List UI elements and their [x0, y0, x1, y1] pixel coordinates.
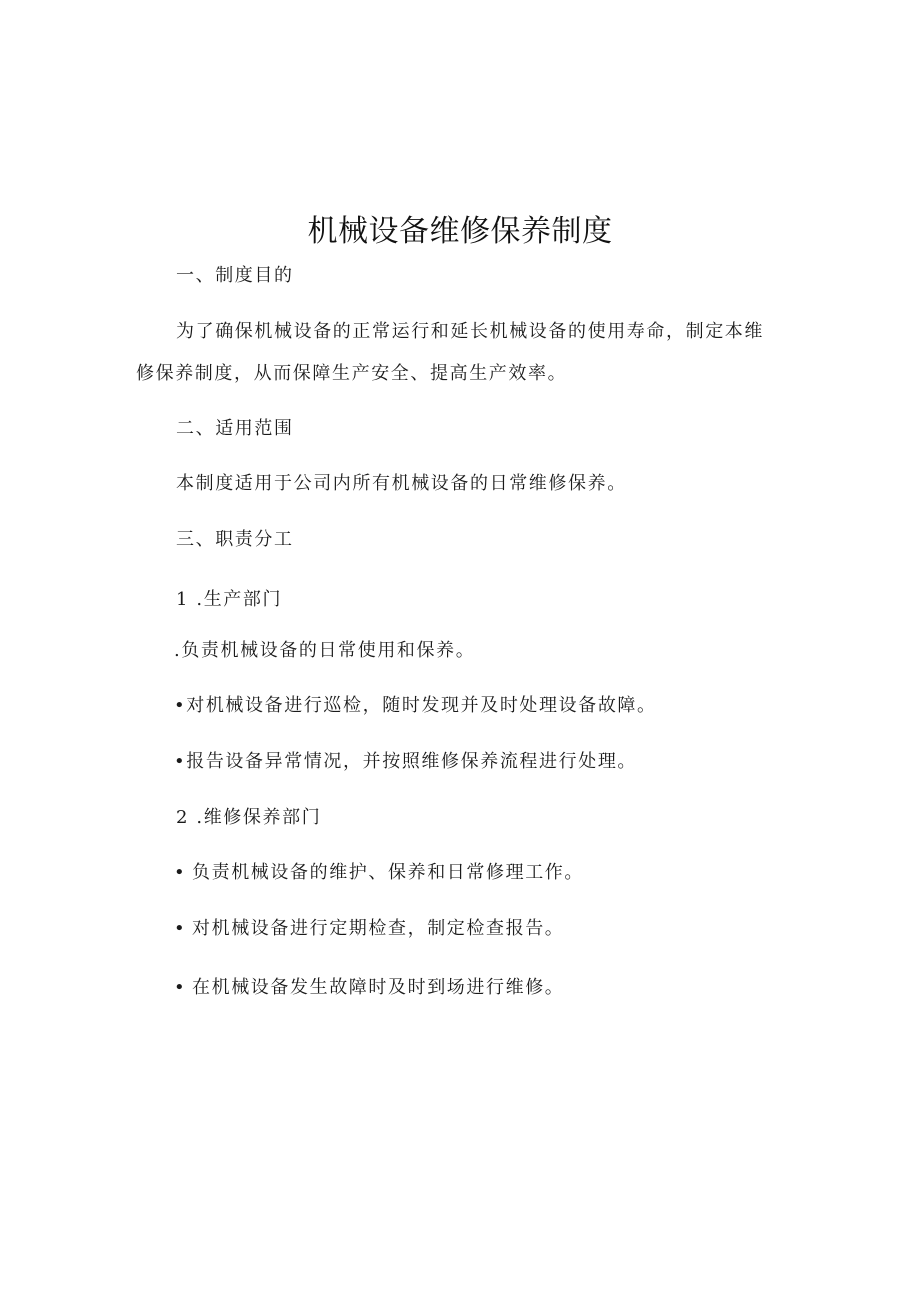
subsection-2-item-3-text: 在机械设备发生故障时及时到场进行维修。 — [192, 977, 565, 998]
section-2-heading: 二、适用范围 — [176, 418, 294, 439]
section-1-heading: 一、制度目的 — [176, 265, 294, 286]
subsection-1-item-3: •报告设备异常情况，并按照维修保养流程进行处理。 — [174, 751, 638, 772]
section-3-heading: 三、职责分工 — [176, 529, 294, 550]
subsection-2-heading: 2 .维修保养部门 — [176, 807, 322, 828]
subsection-1-item-1: .负责机械设备的日常使用和保养。 — [174, 640, 476, 661]
section-1-paragraph-line-2: 修保养制度，从而保障生产安全、提高生产效率。 — [136, 363, 568, 384]
subsection-2-item-1 — [174, 862, 584, 884]
section-2-paragraph: 本制度适用于公司内所有机械设备的日常维修保养。 — [176, 473, 627, 494]
subsection-2-item-2-text: 对机械设备进行定期检查，制定检查报告。 — [192, 918, 565, 939]
subsection-1-heading: 1 .生产部门 — [176, 589, 283, 610]
bullet: • — [174, 918, 187, 939]
bullet: • — [174, 977, 187, 998]
section-1-paragraph-line-1: 为了确保机械设备的正常运行和延长机械设备的使用寿命，制定本维 — [176, 321, 764, 342]
subsection-2-item-3 — [174, 977, 564, 999]
subsection-1-item-2: •对机械设备进行巡检，随时发现并及时处理设备故障。 — [174, 695, 657, 716]
subsection-2-item-2 — [174, 918, 564, 940]
document-title: 机械设备维修保养制度 — [307, 214, 613, 249]
subsection-2-item-1-text: 负责机械设备的维护、保养和日常修理工作。 — [192, 862, 584, 883]
bullet: • — [174, 862, 187, 883]
